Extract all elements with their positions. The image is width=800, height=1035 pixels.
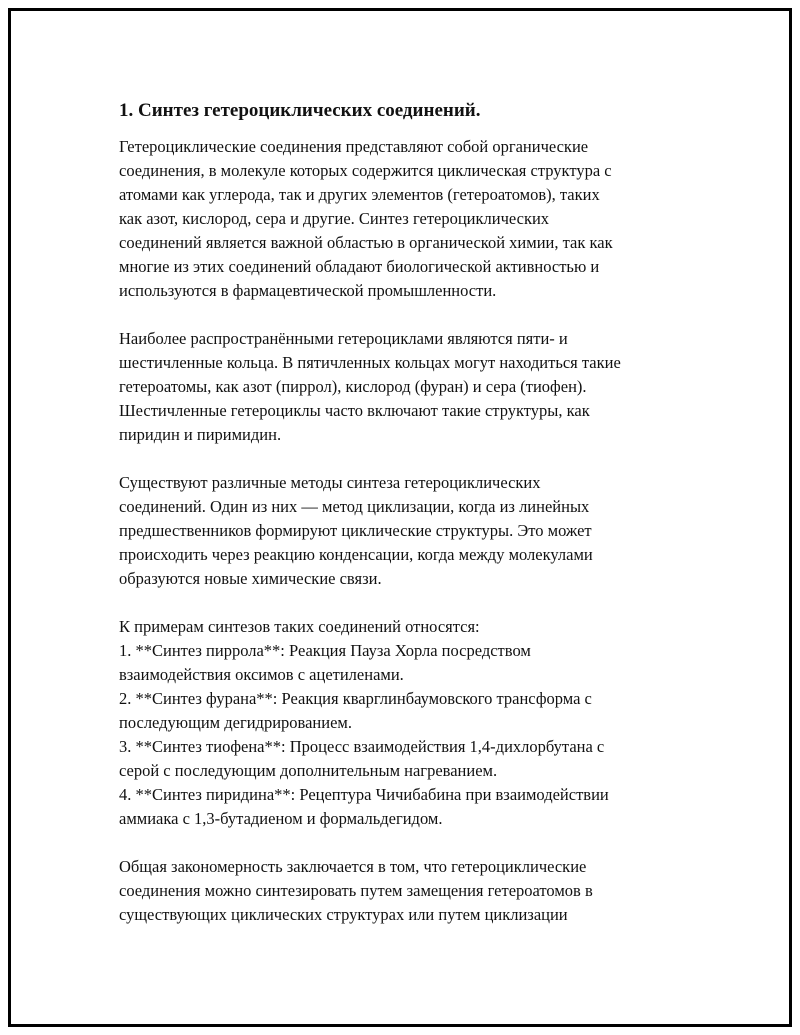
document-body (119, 99, 699, 927)
text-line: Общая закономерность заключается в том, что гетероциклические (119, 857, 587, 876)
paragraph-gap (119, 831, 699, 855)
text-line: образуются новые химические связи. (119, 569, 382, 588)
text-line: последующим дегидрированием. (119, 713, 352, 732)
text-line: многие из этих соединений обладают биологической активностью и (119, 257, 600, 276)
paragraph-intro (119, 135, 699, 303)
list-item: 1. **Синтез пиррола**: Реакция Пауза Хорла посредством (119, 641, 531, 660)
list-item: 4. **Синтез пиридина**: Рецептура Чичибабина при взаимодействии (119, 785, 609, 804)
paragraph-gap (119, 303, 699, 327)
text-line: серой с последующим дополнительным нагреванием. (119, 761, 498, 780)
text-line: аммиака с 1,3-бутадиеном и формальдегидом. (119, 809, 443, 828)
text-line: Наиболее распространёнными гетероциклами являются пяти- и (119, 329, 568, 348)
text-line: происходить через реакцию конденсации, когда между молекулами (119, 545, 593, 564)
text-line: Шестичленные гетероциклы часто включают такие структуры, как (119, 401, 590, 420)
section-title: 1. Синтез гетероциклических соединений. (119, 100, 481, 121)
text-line: существующих циклических структурах или путем циклизации (119, 905, 568, 924)
text-line: соединений является важной областью в органической химии, так как (119, 233, 613, 252)
text-line: соединения можно синтезировать путем замещения гетероатомов в (119, 881, 593, 900)
text-line: К примерам синтезов таких соединений относятся: (119, 617, 480, 636)
paragraph-conclusion (119, 855, 699, 927)
paragraph-gap (119, 591, 699, 615)
text-line: предшественников формируют циклические структуры. Это может (119, 521, 592, 540)
text-line: соединения, в молекуле которых содержится циклическая структура с (119, 161, 612, 180)
text-line: атомами как углерода, так и других элементов (гетероатомов), таких (119, 185, 600, 204)
page-frame (8, 8, 792, 1027)
text-line: пиридин и пиримидин. (119, 425, 282, 444)
text-line: Гетероциклические соединения представляют собой органические (119, 137, 589, 156)
paragraph-gap (119, 447, 699, 471)
text-line: взаимодействия оксимов с ацетиленами. (119, 665, 404, 684)
text-line: шестичленные кольца. В пятичленных кольцах могут находиться такие (119, 353, 621, 372)
paragraph-examples (119, 615, 699, 831)
paragraph-ring-types (119, 327, 699, 447)
text-line: соединений. Один из них — метод циклизации, когда из линейных (119, 497, 590, 516)
list-item: 3. **Синтез тиофена**: Процесс взаимодействия 1,4-дихлорбутана с (119, 737, 605, 756)
text-line: используются в фармацевтической промышленности. (119, 281, 497, 300)
text-line: Существуют различные методы синтеза гетероциклических (119, 473, 541, 492)
text-line: гетероатомы, как азот (пиррол), кислород (фуран) и сера (тиофен). (119, 377, 587, 396)
text-line: как азот, кислород, сера и другие. Синтез гетероциклических (119, 209, 550, 228)
list-item: 2. **Синтез фурана**: Реакция кварглинбаумовского трансформа с (119, 689, 592, 708)
paragraph-methods (119, 471, 699, 591)
